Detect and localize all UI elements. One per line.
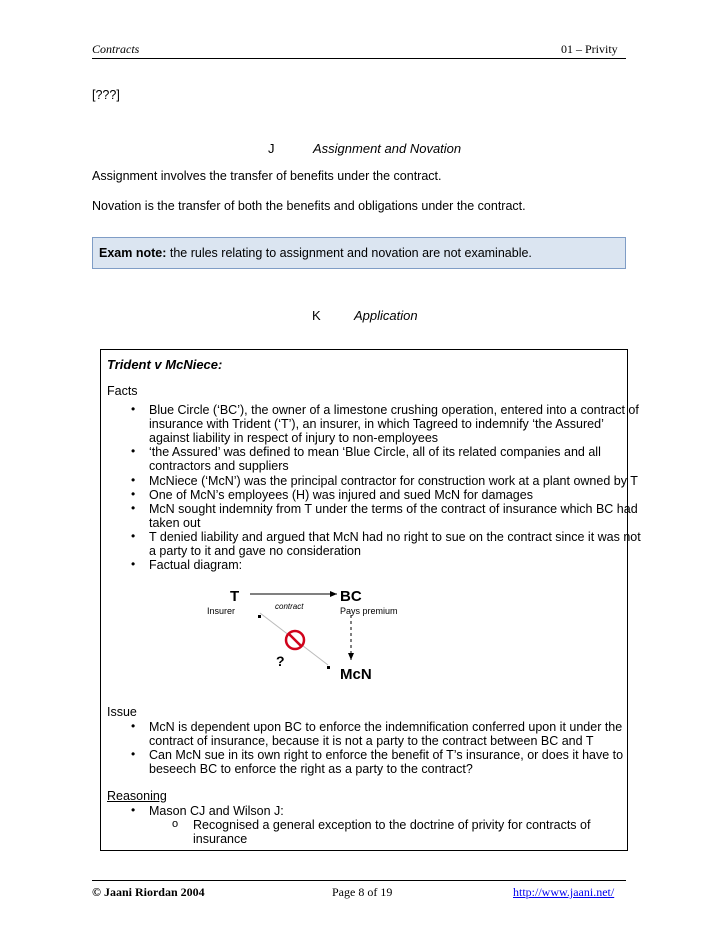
diagram-t-label: T — [230, 588, 240, 605]
list-item: against liability in respect of injury to non-employees — [149, 431, 439, 445]
sub-bullet-icon: o — [172, 818, 179, 830]
list-item: T denied liability and argued that McN had no right to sue on the contract since it was not — [149, 530, 641, 544]
footer-page-number: Page 8 of 19 — [332, 885, 393, 899]
bullet-icon: • — [131, 487, 136, 501]
list-item: Recognised a general exception to the doctrine of privity for contracts of — [193, 818, 591, 832]
reasoning-heading: Reasoning — [107, 789, 167, 803]
exam-note-text: the rules relating to assignment and novation are not examinable. — [166, 246, 532, 260]
diagram-mcn-label: McN — [340, 666, 372, 683]
prohibition-icon — [284, 629, 306, 651]
list-item: Mason CJ and Wilson J: — [149, 804, 284, 818]
section-j-letter: J — [268, 141, 275, 156]
diagram-premium-label: Pays premium — [340, 606, 398, 616]
diagram-dot — [258, 615, 261, 618]
novation-paragraph: Novation is the transfer of both the benefits and obligations under the contract. — [92, 199, 526, 213]
bullet-icon: • — [131, 473, 136, 487]
assignment-paragraph: Assignment involves the transfer of benefits under the contract. — [92, 169, 442, 183]
facts-heading: Facts — [107, 384, 138, 398]
list-item: insurance with Trident (‘T’), an insurer, in which Tagreed to indemnify ‘the Assured’ — [149, 417, 604, 431]
list-item: McN sought indemnity from T under the terms of the contract of insurance which BC had — [149, 502, 638, 516]
footer-copyright: © Jaani Riordan 2004 — [92, 885, 205, 899]
list-item: Factual diagram: — [149, 558, 243, 572]
section-j-title: Assignment and Novation — [313, 141, 462, 156]
diagram-dot — [327, 666, 330, 669]
footer-website-link[interactable]: http://www.jaani.net/ — [513, 885, 615, 899]
issue-heading: Issue — [107, 705, 137, 719]
exam-note-label: Exam note: — [99, 246, 167, 260]
diagram-bc-label: BC — [340, 588, 362, 605]
list-item: taken out — [149, 516, 201, 530]
diagram-contract-label: contract — [275, 602, 304, 611]
footer-rule — [92, 880, 626, 881]
bullet-icon: • — [131, 719, 136, 733]
section-k-letter: K — [312, 308, 321, 323]
case-title: Trident v McNiece: — [107, 357, 223, 372]
list-item: One of McN’s employees (H) was injured and sued McN for damages — [149, 488, 533, 502]
list-item: Can McN sue in its own right to enforce the benefit of T’s insurance, or does it have to — [149, 748, 624, 762]
bullet-icon: • — [131, 444, 136, 458]
header-title: Contracts — [92, 42, 140, 56]
bullet-icon: • — [131, 803, 136, 817]
list-item: ‘the Assured’ was defined to mean ‘Blue Circle, all of its related companies and all — [149, 445, 601, 459]
list-item: a party to it and gave no consideration — [149, 544, 361, 558]
bullet-icon: • — [131, 501, 136, 515]
list-item: contract of insurance, because it is not a party to the contract between BC and T — [149, 734, 594, 748]
placeholder-text: [???] — [92, 88, 120, 102]
bullet-icon: • — [131, 402, 136, 416]
exam-note-box — [92, 237, 626, 269]
section-k-title: Application — [354, 308, 418, 323]
diagram-question-mark: ? — [276, 653, 285, 669]
list-item: McN is dependent upon BC to enforce the indemnification conferred upon it under the — [149, 720, 623, 734]
list-item: McNiece (‘McN’) was the principal contractor for construction work at a plant owned by T — [149, 474, 638, 488]
bullet-icon: • — [131, 557, 136, 571]
bullet-icon: • — [131, 529, 136, 543]
list-item: Blue Circle (‘BC’), the owner of a limestone crushing operation, entered into a contract of — [149, 403, 639, 417]
diagram-insurer-label: Insurer — [207, 606, 236, 616]
header-rule — [92, 58, 626, 59]
header-section: 01 – Privity — [561, 42, 618, 56]
bullet-icon: • — [131, 747, 136, 761]
list-item: insurance — [193, 832, 248, 846]
list-item: beseech BC to enforce the right as a party to the contract? — [149, 762, 473, 776]
list-item: contractors and suppliers — [149, 459, 289, 473]
